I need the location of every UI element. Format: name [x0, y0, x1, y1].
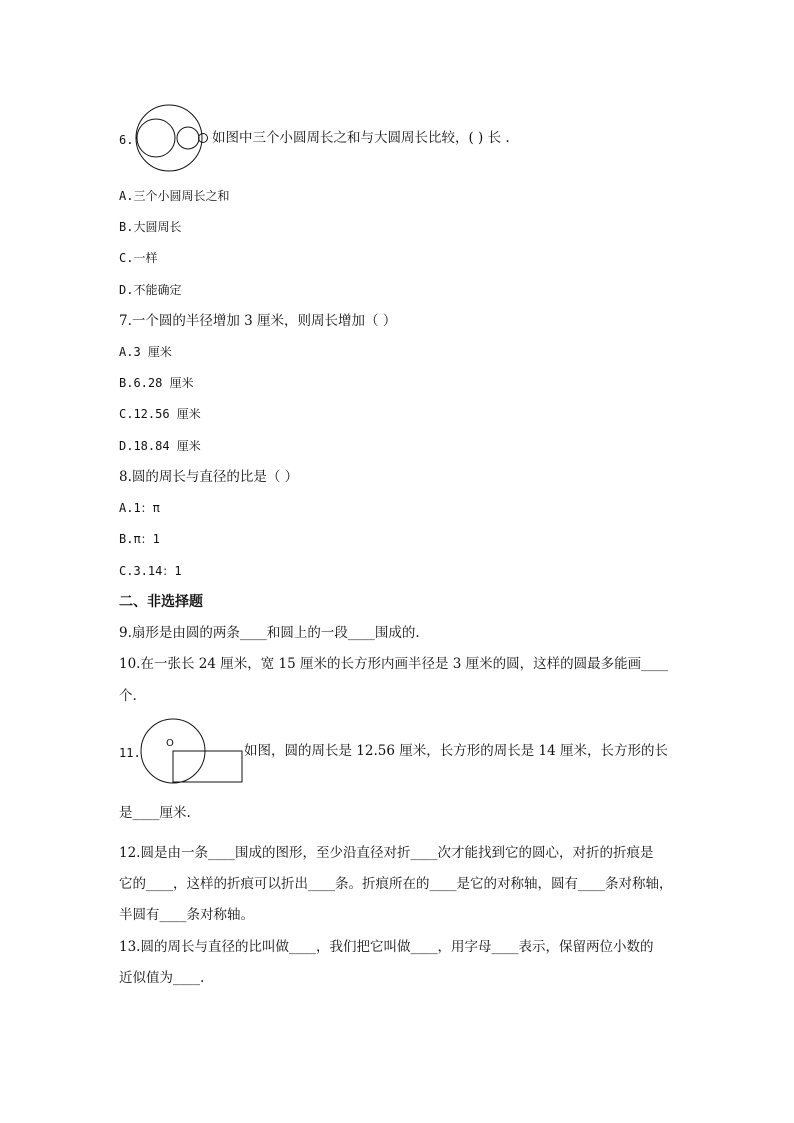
q10-line1: 10.在一张长 24 厘米，宽 15 厘米的长方形内画半径是 3 厘米的圆，这样的圆最多能画____	[119, 656, 669, 672]
q6-text: 如图中三个小圆周长之和与大圆周长比较，( ) 长 .	[212, 130, 510, 146]
small-circle-3	[199, 134, 208, 143]
q6-option-c: C.一样	[119, 251, 158, 265]
q13-line1: 13.圆的周长与直径的比叫做____，我们把它叫做____，用字母____表示，保留两位小数的	[119, 939, 654, 955]
q7-text: 7.一个圆的半径增加 3 厘米，则周长增加（ ）	[119, 313, 397, 329]
q6-option-a: A.三个小圆周长之和	[119, 189, 230, 203]
rectangle	[173, 751, 242, 782]
small-circle-2	[177, 127, 199, 149]
q11-line2: 是____厘米.	[119, 805, 191, 821]
q7-option-c: C.12.56 厘米	[119, 407, 201, 421]
q6-circles-figure	[133, 104, 213, 172]
q7-option-a: A.3 厘米	[119, 345, 172, 359]
q9-text: 9.扇形是由圆的两条____和圆上的一段____围成的.	[119, 625, 420, 641]
q8-option-a: A.1：π	[119, 501, 160, 515]
q12-line2: 它的____，这样的折痕可以折出____条。折痕所在的____是它的对称轴，圆有____条对称轴，	[119, 876, 673, 892]
section-heading: 二、非选择题	[119, 594, 203, 610]
small-circle-1	[137, 119, 175, 157]
q11-circle-rect-figure	[140, 716, 246, 786]
large-circle	[136, 105, 202, 171]
q7-option-d: D.18.84 厘米	[119, 439, 201, 453]
q7-option-b: B.6.28 厘米	[119, 376, 194, 390]
q11-text: 如图，圆的周长是 12.56 厘米，长方形的周长是 14 厘米，长方形的长	[244, 743, 668, 759]
q11-number: 11.	[119, 746, 141, 760]
q6-option-b: B.大圆周长	[119, 220, 182, 234]
q6-option-d: D.不能确定	[119, 283, 182, 297]
q8-option-c: C.3.14：1	[119, 564, 182, 578]
q12-line1: 12.圆是由一条____围成的图形，至少沿直径对折____次才能找到它的圆心，对折的折痕是	[119, 845, 654, 861]
q8-text: 8.圆的周长与直径的比是（ ）	[119, 469, 299, 485]
q13-line2: 近似值为____.	[119, 970, 205, 986]
circle-center-label: O	[166, 738, 174, 749]
q8-option-b: B.π：1	[119, 532, 160, 546]
q10-line2: 个.	[119, 688, 137, 704]
q12-line3: 半圆有____条对称轴。	[119, 907, 254, 923]
q6-number: 6.	[119, 133, 134, 147]
